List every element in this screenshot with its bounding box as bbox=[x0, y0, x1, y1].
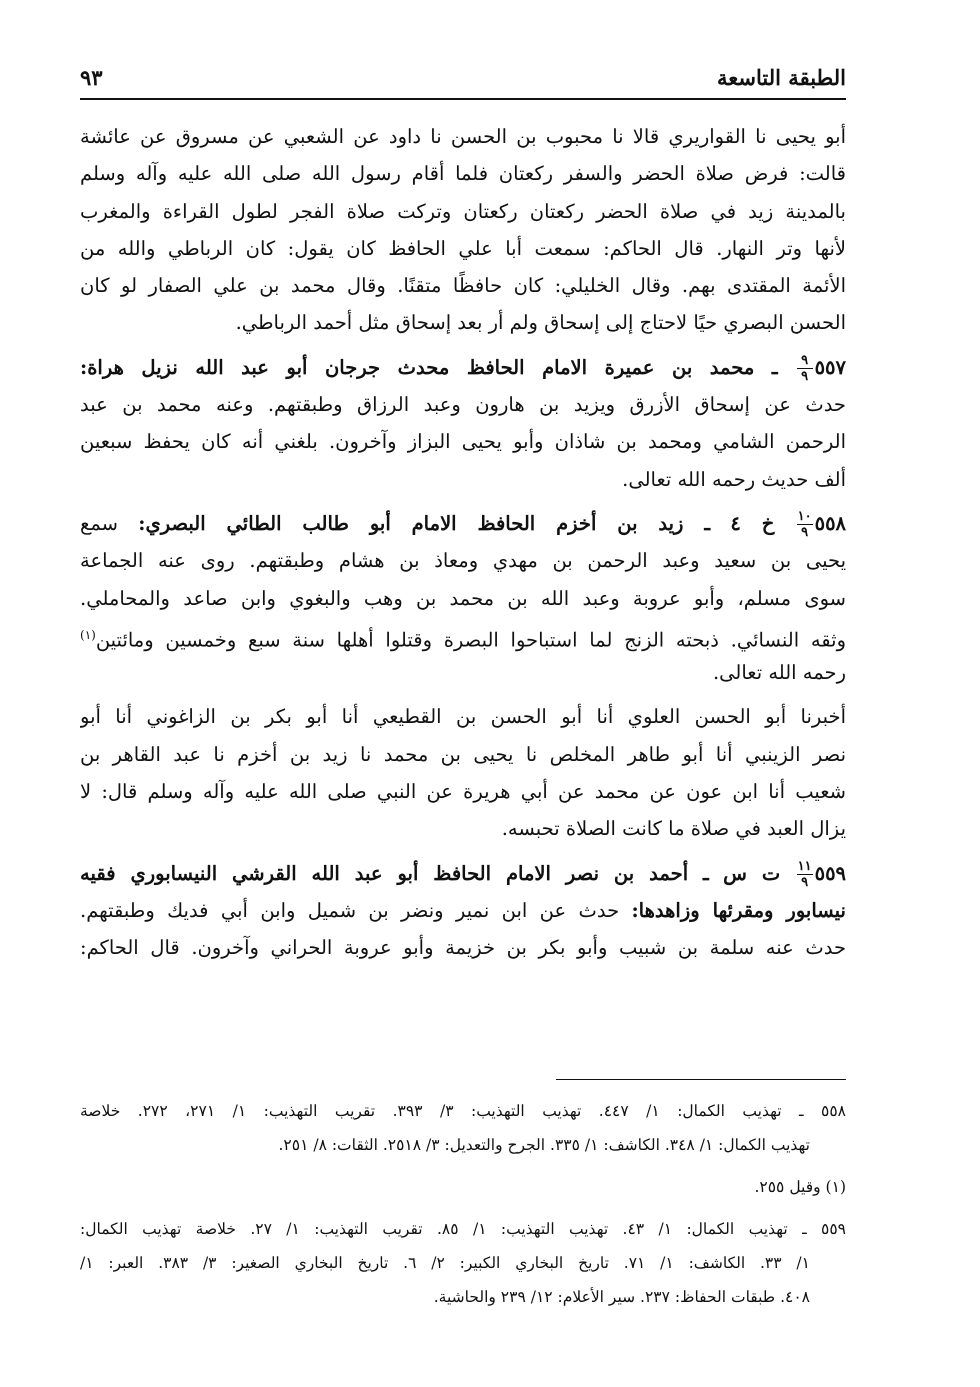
entry-title: ـ محمد بن عميرة الامام الحافظ محدث جرجان أبو عبد الله نزيل هراة: bbox=[80, 355, 778, 379]
text-line: لأنها وتر النهار. قال الحاكم: سمعت أبا علي الحافظ كان يقول: كان الرباطي والله من bbox=[80, 236, 846, 260]
footnote-line: ٥٥٩ ـ تهذيب الكمال: ١/ ٤٣. تهذيب التهذيب: ١/ ٨٥. تقريب التهذيب: ١/ ٢٧. خلاصة تهذيب الكمال: bbox=[80, 1220, 846, 1238]
entry-title-continued: نيسابور ومقرئها وزاهدها: bbox=[631, 898, 846, 922]
footnote-line: ٥٥٨ ـ تهذيب الكمال: ١/ ٤٤٧. تهذيب التهذيب: ٣/ ٣٩٣. تقريب التهذيب: ١/ ٢٧١، ٢٧٢. خلاصة bbox=[80, 1102, 846, 1120]
page-header bbox=[80, 50, 846, 90]
entry-557-heading bbox=[80, 349, 846, 386]
footnote-line: (١) وقيل ٢٥٥. bbox=[754, 1178, 846, 1196]
entry-title: ـ أحمد بن نصر الامام الحافظ أبو عبد الله القرشي النيسابوري فقيه bbox=[80, 861, 709, 885]
entry-text: حدث عن ابن نمير ونضر بن شميل وابن أبي فديك وطبقتهم. bbox=[80, 898, 620, 922]
text-line: شعيب أنا ابن عون عن محمد عن أبي هريرة عن النبي صلى الله عليه وآله وسلم قال: لا bbox=[80, 780, 846, 804]
entry-559-heading bbox=[80, 855, 846, 892]
text-line: حدث عنه سلمة بن شبيب وأبو بكر بن خزيمة وأبو عروبة الحراني وآخرون. قال الحاكم: bbox=[80, 936, 846, 960]
footnote-line: ١/ ٣٣. الكاشف: ١/ ٧١. تاريخ البخاري الكبير: ٢/ ٦. تاريخ البخاري الصغير: ٣/ ٣٨٣. العبر: ١/ bbox=[80, 1254, 810, 1272]
generation-fraction: $\frac{٩}{٩}$ bbox=[797, 354, 813, 383]
text-line: الرحمن الشامي ومحمد بن شاذان وأبو يحيى البزاز وآخرون. بلغني أنه كان يحفظ سبعين bbox=[80, 430, 846, 454]
footnote-separator bbox=[556, 1079, 846, 1080]
text-line: أبو يحيى نا القواريري قالا نا محبوب بن الحسن نا داود عن الشعبي عن مسروق عن عائشة bbox=[80, 125, 846, 148]
footnote-line: تهذيب الكمال: ١/ ٣٤٨. الكاشف: ١/ ٣٣٥. الجرح والتعديل: ٣/ ٢٥١٨. الثقات: ٨/ ٢٥١. bbox=[278, 1136, 810, 1154]
entry-number: ٥٥٧ bbox=[814, 355, 846, 379]
entry-558-heading bbox=[80, 505, 846, 542]
text-line: سوى مسلم، وأبو عروبة وعبد الله بن محمد بن وهب والبغوي وابن صاعد والمحاملي. bbox=[80, 586, 846, 610]
text-line: قالت: فرض صلاة الحضر والسفر ركعتان فلما أقام رسول الله صلى الله عليه وآله وسلم bbox=[80, 162, 846, 186]
entry-text: سمع bbox=[80, 511, 118, 535]
header-rule bbox=[80, 98, 846, 100]
text-line: الأئمة المقتدى بهم. وقال الخليلي: كان حافظًا متقنًا. وقال محمد بن علي الصفار لو كان bbox=[80, 274, 846, 298]
text-line: الحسن البصري حيًا لاحتاج إلى إسحاق ولم أر بعد إسحاق مثل أحمد الرباطي. bbox=[235, 311, 846, 335]
page-number: ٩٣ bbox=[80, 65, 103, 90]
entry-title: ـ زيد بن أخزم الحافظ الامام أبو طالب الطائي البصري: bbox=[138, 511, 711, 535]
text-line bbox=[80, 892, 846, 929]
text-line: يحيى بن سعيد وعبد الرحمن بن مهدي ومعاذ بن هشام وطبقتهم. روى عنه الجماعة bbox=[80, 549, 846, 573]
footnote-line: ٤٠٨. طبقات الحفاظ: ٢٣٧. سير الأعلام: ١٢/ ٢٣٩ والحاشية. bbox=[433, 1288, 810, 1306]
main-text bbox=[80, 118, 846, 967]
text-line: أخبرنا أبو الحسن العلوي أنا أبو الحسن بن القطيعي أنا أبو بكر بن الزاغوني أنا أبو bbox=[80, 705, 846, 729]
text-line: حدث عن إسحاق الأزرق ويزيد بن هارون وعبد الرزاق وطبقتهم. وعنه محمد بن عبد bbox=[80, 393, 846, 417]
text-line: وثقه النسائي. ذبحته الزنج لما استباحوا البصرة وقتلوا أهلها سنة سبع وخمسين ومائتين$^{(١)}$ bbox=[80, 627, 846, 652]
entry-number: ٥٥٩ bbox=[814, 861, 846, 885]
text-line: يزال العبد في صلاة ما كانت الصلاة تحبسه. bbox=[501, 817, 846, 841]
generation-fraction: $\frac{١٠}{٩}$ bbox=[797, 508, 812, 540]
entry-sigla: ت س bbox=[723, 861, 781, 885]
running-title: الطبقة التاسعة bbox=[717, 65, 846, 90]
generation-fraction: $\frac{١١}{٩}$ bbox=[797, 858, 812, 890]
footnotes bbox=[80, 1094, 846, 1314]
text-line: بالمدينة زيد في صلاة الحضر ركعتان ركعتان وتركت صلاة الفجر لطول القراءة والمغرب bbox=[80, 199, 846, 223]
text-line: ألف حديث رحمه الله تعالى. bbox=[622, 467, 846, 491]
text-line: نصر الزينبي أنا أبو طاهر المخلص نا يحيى بن محمد نا زيد بن أخزم نا عبد القاهر بن bbox=[80, 742, 846, 766]
entry-number: ٥٥٨ bbox=[814, 511, 846, 535]
footnote-marker: (١) bbox=[80, 627, 96, 642]
text-line: رحمه الله تعالى. bbox=[712, 661, 846, 685]
entry-sigla: خ ٤ bbox=[730, 511, 775, 535]
